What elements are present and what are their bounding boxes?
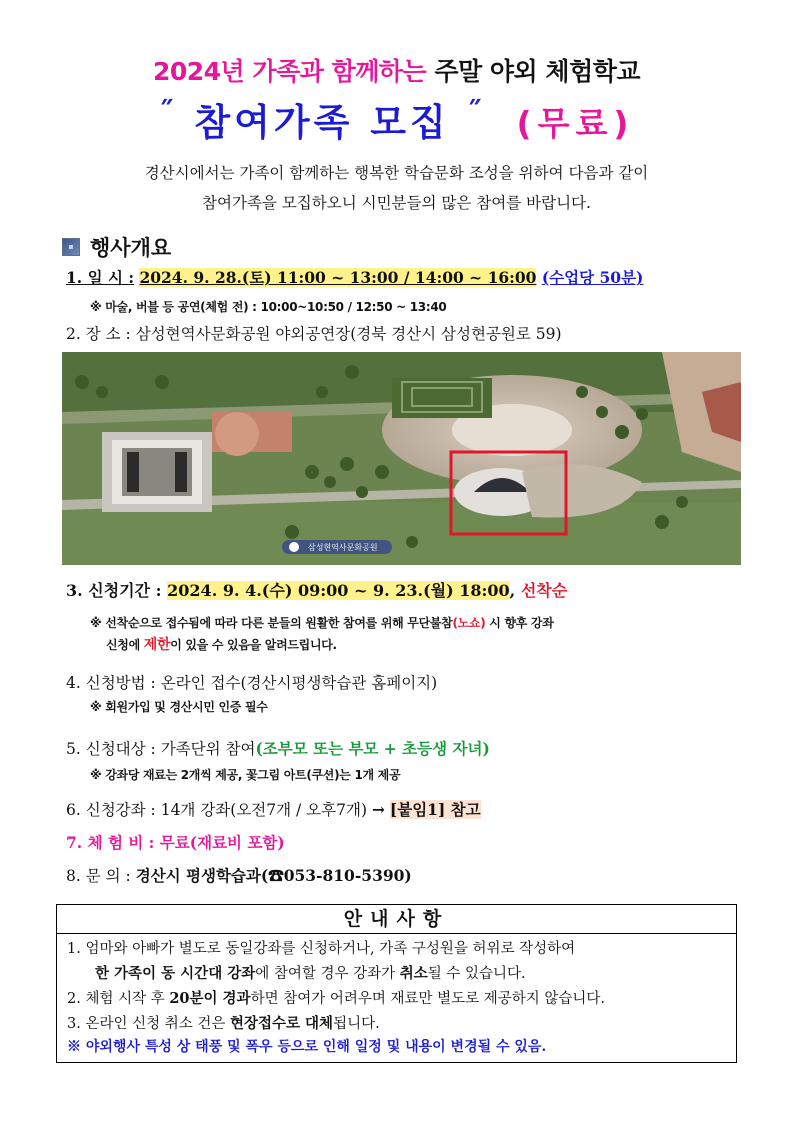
period-extra: 선착순: [520, 581, 568, 600]
notice-text-4: 하면 참여가 어려우며 재료만 별도로 제공하지 않습니다.: [250, 991, 606, 1007]
method-value: 온라인 접수(경산시평생학습관 홈페이지): [160, 674, 438, 692]
title-part1: 가족과 함께하는: [252, 57, 427, 86]
notice-line-2: [67, 987, 605, 1008]
title-part2: 주말 야외 체험학교: [434, 57, 641, 86]
target-value: 가족단위 참여: [160, 740, 256, 758]
place-label: 2. 장 소 :: [66, 325, 131, 343]
quote-open: ˝: [158, 96, 178, 131]
notice-text-1: 에 참여할 경우 강좌가: [255, 966, 400, 982]
period-comma: ,: [509, 581, 516, 600]
item-target: [66, 737, 490, 759]
course-arrow: →: [371, 800, 385, 819]
notice-text-5: 3. 온라인 신청 취소 건은: [67, 1016, 230, 1032]
item-date: [66, 266, 643, 288]
item-method: [66, 671, 437, 693]
target-extra: (조부모 또는 부모 + 초등생 자녀): [255, 739, 490, 758]
limit-text: 제한: [143, 637, 171, 653]
section-heading: [62, 232, 171, 262]
fee-label: 7. 체 험 비 :: [66, 833, 155, 852]
quote-close: ˝: [466, 96, 486, 131]
notice-line-1: 1. 엄마와 아빠가 별도로 동일강좌를 신청하거나, 가족 구성원을 허위로 작성하여: [67, 941, 576, 957]
date-extra: (수업당 50분): [541, 268, 644, 287]
target-note: ※ 강좌당 재료는 2개씩 제공, 꽃그림 아트(쿠션)는 1개 제공: [90, 768, 401, 782]
item-period: [66, 578, 567, 601]
period-note-text: ※ 선착순으로 접수됨에 따라 다른 분들의 원활한 참여를 위해 무단불참: [90, 616, 453, 630]
method-label: 4. 신청방법 :: [66, 674, 156, 692]
recruit-title: [0, 92, 793, 146]
period-note-2: [106, 634, 337, 654]
notice-bold-4: 현장접수로 대체: [229, 1015, 334, 1032]
section-title: 행사개요: [90, 236, 172, 260]
title-free: (무료): [516, 104, 635, 143]
date-label: 1. 일 시 :: [66, 268, 135, 287]
place-value: 삼성현역사문화공원 야외공연장(경북 경산시 삼성현공원로 59): [135, 325, 562, 343]
date-note: ※ 마술, 버블 등 공연(체험 전) : 10:00~10:50 / 12:50 ~ 13:40: [90, 300, 447, 314]
noshow-text: (노쇼): [452, 616, 486, 630]
notice-bold-1: 한 가족이 동 시간대 강좌: [95, 965, 256, 982]
notice-text-6: 됩니다.: [333, 1016, 380, 1032]
notice-line-1b: [95, 962, 526, 983]
course-extra: [붙임1] 참고: [389, 800, 481, 819]
aerial-photo-illustration: [62, 352, 741, 565]
course-label: 6. 신청강좌 :: [66, 801, 156, 819]
title-main: 참여가족 모집: [194, 101, 450, 144]
notice-title: 안내사항: [57, 905, 736, 934]
target-label: 5. 신청대상 :: [66, 740, 156, 758]
item-course: [66, 798, 481, 820]
date-value: 2024. 9. 28.(토) 11:00 ~ 13:00 / 14:00 ~ 16:00: [139, 268, 537, 287]
notice-text-2: 될 수 있습니다.: [427, 966, 526, 982]
intro-line-1: 경산시에서는 가족이 함께하는 행복한 학습문화 조성을 위하여 다음과 같이: [144, 164, 649, 182]
intro-paragraph: [40, 158, 753, 218]
method-note: ※ 회원가입 및 경산시민 인증 필수: [90, 700, 268, 714]
intro-line-2: 참여가족을 모집하오니 시민분들의 많은 참여를 바랍니다.: [202, 194, 591, 212]
venue-aerial-map: [62, 352, 741, 565]
map-caption: 삼성현역사문화공원: [308, 543, 378, 552]
notice-bold-3: 20분이 경과: [169, 990, 251, 1007]
item-contact: [66, 864, 412, 886]
period-note-text-2: 시 향후 강좌: [485, 616, 554, 630]
period-note-text-4: 이 있을 수 있음을 알려드립니다.: [170, 638, 337, 652]
period-note-text-3: 신청에: [106, 638, 144, 652]
event-title: [0, 52, 793, 88]
contact-label: 8. 문 의 :: [66, 867, 131, 885]
period-value: 2024. 9. 4.(수) 09:00 ~ 9. 23.(월) 18:00: [167, 581, 510, 600]
fee-value: 무료(재료비 포함): [159, 833, 285, 852]
notice-box: [56, 904, 737, 1063]
notice-text-3: 2. 체험 시작 후: [67, 991, 170, 1007]
item-fee: [66, 831, 285, 853]
item-place: [66, 322, 562, 344]
square-bullet-icon: [62, 238, 80, 256]
notice-line-3: [67, 1012, 380, 1033]
period-label: 3. 신청기간 :: [66, 581, 162, 600]
notice-line-4: ※ 야외행사 특성 상 태풍 및 폭우 등으로 인해 일정 및 내용이 변경될 수 있음.: [67, 1039, 547, 1055]
title-year: 2024년: [152, 57, 245, 86]
course-value: 14개 강좌(오전7개 / 오후7개): [160, 801, 368, 819]
period-note-1: [90, 614, 554, 631]
notice-bold-2: 취소: [399, 965, 428, 982]
contact-value: 경산시 평생학습과(☎053-810-5390): [135, 866, 412, 885]
